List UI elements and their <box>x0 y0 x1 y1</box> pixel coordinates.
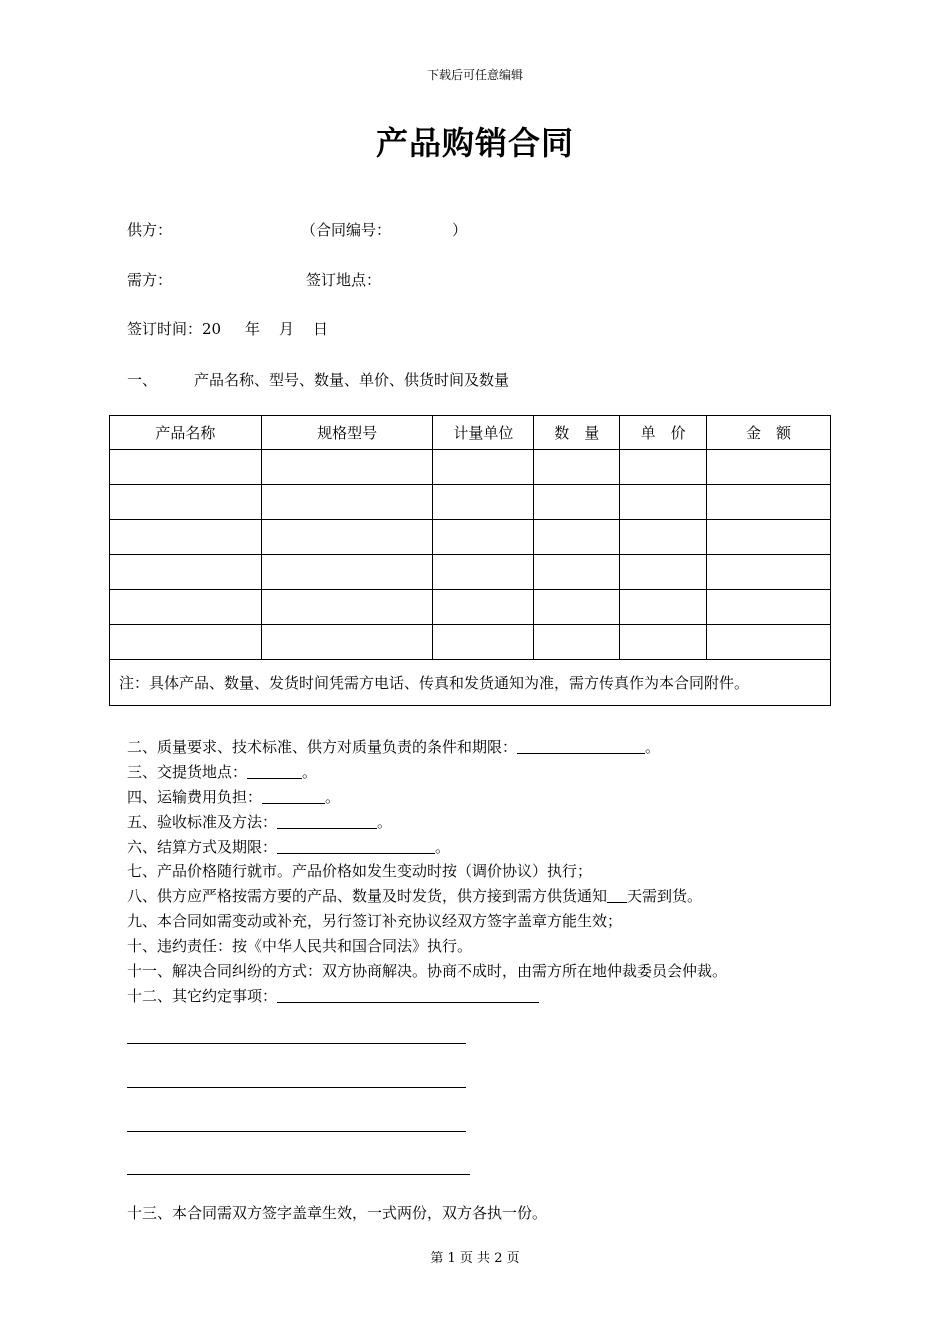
sign-place-label: 签订地点： <box>306 271 382 289</box>
table-cell <box>110 555 262 590</box>
page-footer: 第 1 页 共 2 页 <box>430 1251 520 1266</box>
table-cell <box>261 450 433 485</box>
table-cell <box>707 555 831 590</box>
clause-2 <box>127 736 660 757</box>
table-cell <box>261 555 433 590</box>
table-cell <box>534 555 620 590</box>
table-cell <box>707 625 831 660</box>
product-table <box>109 415 831 706</box>
table-cell <box>534 520 620 555</box>
sign-time-label: 签订时间：20 <box>127 320 222 338</box>
sign-day: 日 <box>313 320 329 338</box>
table-cell <box>261 625 433 660</box>
table-row <box>110 450 831 485</box>
col-header-unit-price: 单 价 <box>620 416 707 450</box>
clause-8 <box>127 885 702 906</box>
clause-5-blank <box>277 813 377 829</box>
clause-3-text: 三、交提货地点： <box>127 763 248 781</box>
clause-4-blank <box>262 788 325 804</box>
table-row <box>110 625 831 660</box>
table-cell <box>620 450 707 485</box>
table-cell <box>433 450 534 485</box>
table-cell <box>433 485 534 520</box>
section1-number: 一、 <box>127 371 158 389</box>
sign-month: 月 <box>279 320 295 338</box>
col-header-unit: 计量单位 <box>433 416 534 450</box>
clause-5-text: 五、验收标准及方法： <box>127 813 278 831</box>
contract-no-close: ） <box>452 221 468 239</box>
col-header-product-name: 产品名称 <box>110 416 262 450</box>
table-header-row <box>110 416 831 450</box>
col-header-spec: 规格型号 <box>261 416 433 450</box>
table-cell <box>620 625 707 660</box>
clause-6 <box>127 836 450 857</box>
table-cell <box>534 450 620 485</box>
blank-line-4 <box>127 1174 470 1175</box>
blank-line-2 <box>127 1087 466 1088</box>
clause-3-blank <box>247 763 302 779</box>
table-row <box>110 590 831 625</box>
table-cell <box>110 625 262 660</box>
clause-6-period: 。 <box>435 838 451 856</box>
blank-line-3 <box>127 1131 466 1132</box>
table-cell <box>261 485 433 520</box>
col-header-amount: 金 额 <box>707 416 831 450</box>
clause-9: 九、本合同如需变动或补充，另行签订补充协议经双方签字盖章方能生效； <box>127 912 623 930</box>
header-note: 下载后可任意编辑 <box>426 68 523 82</box>
supplier-label: 供方： <box>127 221 173 239</box>
clause-4-period: 。 <box>325 788 341 806</box>
table-cell <box>433 625 534 660</box>
table-cell <box>110 450 262 485</box>
clause-7: 七、产品价格随行就市。产品价格如发生变动时按（调价协议）执行； <box>127 862 593 880</box>
col-header-quantity: 数 量 <box>534 416 620 450</box>
clause-2-period: 。 <box>645 738 661 756</box>
table-cell <box>707 590 831 625</box>
clause-8-blank <box>607 887 627 903</box>
table-cell <box>620 485 707 520</box>
table-cell <box>110 520 262 555</box>
clause-10: 十、违约责任：按《中华人民共和国合同法》执行。 <box>127 937 473 955</box>
table-row <box>110 555 831 590</box>
table-cell <box>534 590 620 625</box>
clause-4-text: 四、运输费用负担： <box>127 788 263 806</box>
table-note: 注：具体产品、数量、发货时间凭需方电话、传真和发货通知为准，需方传真作为本合同附件。 <box>110 660 831 706</box>
blank-line-1 <box>127 1043 466 1044</box>
table-cell <box>110 590 262 625</box>
clause-4 <box>127 786 340 807</box>
table-cell <box>707 450 831 485</box>
document-title: 产品购销合同 <box>375 124 574 162</box>
table-cell <box>261 520 433 555</box>
clause-13: 十三、本合同需双方签字盖章生效，一式两份，双方各执一份。 <box>127 1204 548 1222</box>
clause-6-text: 六、结算方式及期限： <box>127 838 278 856</box>
table-cell <box>433 520 534 555</box>
clause-2-text: 二、质量要求、技术标准、供方对质量负责的条件和期限： <box>127 738 518 756</box>
clause-8-text: 八、供方应严格按需方要的产品、数量及时发货，供方接到需方供货通知 <box>127 887 608 905</box>
clause-5 <box>127 811 392 832</box>
clause-2-blank <box>517 738 645 754</box>
table-cell <box>433 590 534 625</box>
table-row <box>110 485 831 520</box>
clause-12-blank <box>277 987 539 1003</box>
sign-year: 年 <box>245 320 261 338</box>
table-cell <box>620 520 707 555</box>
table-cell <box>620 590 707 625</box>
table-cell <box>433 555 534 590</box>
clause-8-tail: 天需到货。 <box>627 887 703 905</box>
clause-3-period: 。 <box>302 763 318 781</box>
table-cell <box>534 485 620 520</box>
table-row <box>110 520 831 555</box>
clause-12-text: 十二、其它约定事项： <box>127 987 278 1005</box>
buyer-label: 需方： <box>127 271 173 289</box>
contract-no-label: （合同编号： <box>301 221 392 239</box>
clause-11: 十一、解决合同纠纷的方式：双方协商解决。协商不成时，由需方所在地仲裁委员会仲裁。 <box>127 962 728 980</box>
table-cell <box>707 520 831 555</box>
clause-5-period: 。 <box>377 813 393 831</box>
table-cell <box>110 485 262 520</box>
clause-12 <box>127 985 539 1006</box>
table-cell <box>261 590 433 625</box>
section1-heading: 产品名称、型号、数量、单价、供货时间及数量 <box>194 371 510 389</box>
table-cell <box>620 555 707 590</box>
clause-6-blank <box>277 838 435 854</box>
table-cell <box>707 485 831 520</box>
table-cell <box>534 625 620 660</box>
clause-3 <box>127 761 317 782</box>
